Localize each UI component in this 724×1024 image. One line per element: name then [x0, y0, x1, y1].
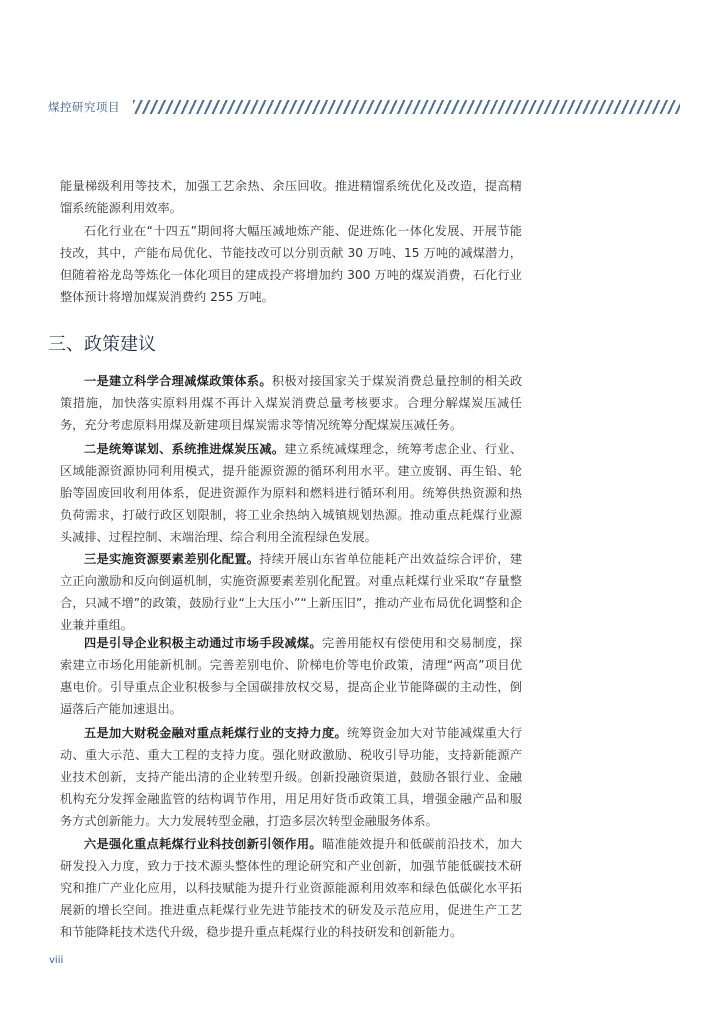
suggestion-text-5: 统筹资金加大对节能减煤重大行动、重大示范、重大工程的支持力度。强化财政激励、税收引导功能，支持新能源产业技术创新，支持产能出清的企业转型升级。创新投融资渠道，鼓励各银行业、金融机构充分发挥金融监管的结构调节作用，用足用好货币政策工具，增强金融产品和服务方式创新能力。大力发展转型金融，打造多层次转型金融服务体系。 [60, 726, 523, 828]
suggestion-paragraph-6 [60, 833, 522, 943]
section-heading: 三、政策建议 [48, 334, 156, 355]
suggestion-paragraph-3 [60, 548, 522, 636]
suggestion-paragraph-5 [60, 722, 522, 832]
suggestion-lead-4: 四是引导企业积极主动通过市场手段减煤。 [84, 636, 322, 650]
suggestion-text-1: 积极对接国家关于煤炭消费总量控制的相关政策措施，加快落实原料用煤不再计入煤炭消费总量考核要求。合理分解煤炭压减任务，充分考虑原料用煤及新建项目煤炭需求等情况统筹分配煤炭压减任务。 [60, 374, 523, 432]
suggestion-lead-1: 一是建立科学合理减煤政策体系。 [84, 374, 272, 388]
suggestion-lead-2: 二是统筹谋划、系统推进煤炭压减。 [84, 442, 285, 456]
page-number: viii [49, 955, 64, 966]
suggestion-text-2: 建立系统减煤理念，统筹考虑企业、行业、区域能源资源协同利用模式，提升能源资源的循环利用水平。建立废钢、再生铅、轮胎等固废回收利用体系，促进资源作为原料和燃料进行循环利用。统筹供热资源和热负荷需求，打破行政区划限制，将工业余热纳入城镇规划热源。推动重点耗煤行业源头减排、过程控制、末端治理、综合利用全流程绿色发展。 [60, 442, 523, 544]
paragraph-petrochemical: 石化行业在“十四五”期间将大幅压减地炼产能、促进炼化一体化发展、开展节能技改，其中，产能布局优化、节能技改可以分别贡献 30 万吨、15 万吨的减煤潜力，但随着裕龙岛等炼化一体化项目的建成投产将增加约 300 万吨的煤炭消费，石化行业整体预计将增加煤炭消费约 255 万吨。 [60, 224, 522, 304]
suggestion-text-3: 持续开展山东省单位能耗产出效益综合评价，建立正向激励和反向倒逼机制，实施资源要素差别化配置。对重点耗煤行业采取“存量整合，只减不增”的政策，鼓励行业“上大压小”“上新压旧”，推动产业布局优化调整和企业兼并重组。 [60, 552, 523, 632]
running-header [0, 98, 724, 118]
header-title: 煤控研究项目 [48, 100, 120, 114]
header-stripe-decoration [133, 100, 680, 114]
suggestion-lead-6: 六是强化重点耗煤行业科技创新引领作用。 [84, 837, 322, 851]
suggestion-paragraph-1 [60, 370, 522, 436]
suggestion-text-4: 完善用能权有偿使用和交易制度，探索建立市场化用能新机制。完善差别电价、阶梯电价等电价政策，清理“两高”项目优惠电价。引导重点企业积极参与全国碳排放权交易，提高企业节能降碳的主动性，倒逼落后产能加速退出。 [60, 636, 523, 716]
suggestion-paragraph-2 [60, 438, 522, 548]
suggestion-lead-3: 三是实施资源要素差别化配置。 [84, 552, 260, 566]
paragraph-continuation: 能量梯级利用等技术，加强工艺余热、余压回收。推进精馏系统优化及改造，提高精馏系统能源利用效率。 [60, 179, 522, 215]
suggestion-paragraph-4 [60, 632, 522, 720]
suggestion-lead-5: 五是加大财税金融对重点耗煤行业的支持力度。 [84, 726, 348, 740]
suggestion-text-6: 瞄准能效提升和低碳前沿技术，加大研发投入力度，致力于技术源头整体性的理论研究和产业创新，加强节能低碳技术研究和推广产业化应用，以科技赋能为提升行业资源能源利用效率和绿色低碳化水平拓展新的增长空间。推进重点耗煤行业先进节能技术的研发及示范应用，促进生产工艺和节能降耗技术迭代升级，稳步提升重点耗煤行业的科技研发和创新能力。 [60, 837, 523, 939]
